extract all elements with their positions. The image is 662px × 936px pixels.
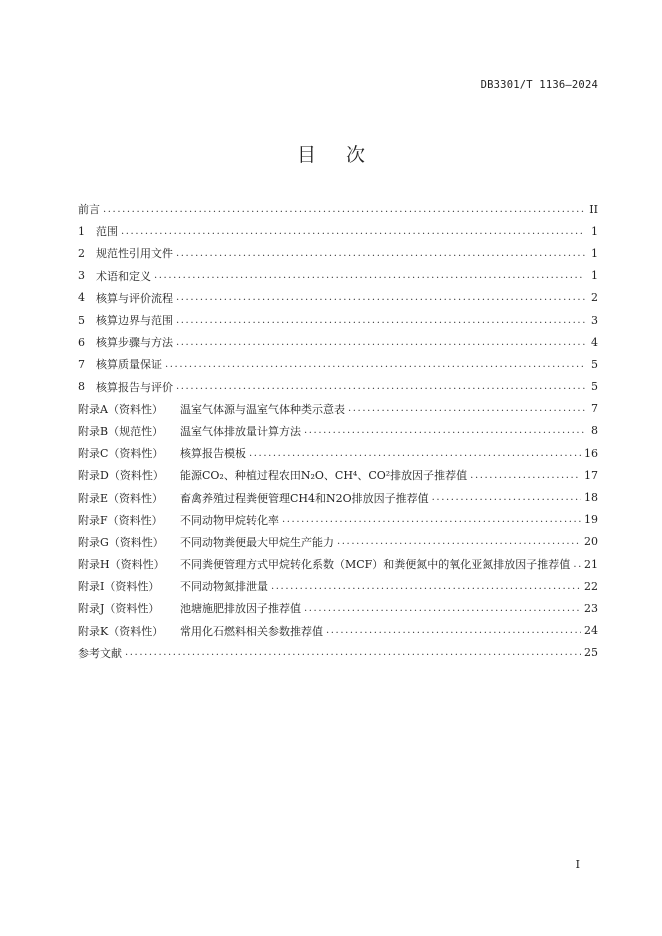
toc-entry[interactable] (78, 464, 598, 486)
toc-leader-dots (432, 492, 581, 503)
toc-entry-page: 19 (584, 513, 598, 527)
toc-entry-label: 术语和定义 (96, 269, 151, 283)
toc-entry-label: 温室气体源与温室气体种类示意表 (180, 402, 345, 416)
toc-leader-dots (271, 581, 581, 592)
toc-entry-label: 范围 (96, 225, 118, 239)
toc-entry[interactable] (78, 265, 598, 287)
toc-leader-dots (176, 337, 585, 348)
toc-leader-dots (304, 425, 585, 436)
toc-entry-page: 2 (591, 291, 598, 305)
toc-entry-page: 22 (584, 579, 598, 593)
toc-entry-label: 不同动物粪便最大甲烷生产能力 (180, 535, 334, 549)
toc-leader-dots (348, 403, 585, 414)
toc-entry-number: 2 (78, 246, 85, 260)
toc-entry-page: 5 (591, 380, 598, 394)
toc-entry-label: 核算步骤与方法 (96, 336, 173, 350)
toc-leader-dots (304, 603, 581, 614)
toc-entry-appendix: 附录H（资料性） (78, 558, 165, 572)
toc-entry-page: 4 (591, 335, 598, 349)
toc-entry[interactable] (78, 442, 598, 464)
toc-entry-appendix: 附录G（资料性） (78, 535, 164, 549)
toc-entry-page: 17 (584, 468, 598, 482)
toc-entry[interactable] (78, 220, 598, 242)
toc-entry-label: 不同动物甲烷转化率 (180, 513, 279, 527)
toc-entry[interactable] (78, 486, 598, 508)
toc-entry-appendix: 附录D（资料性） (78, 469, 164, 483)
toc-entry-appendix: 附录I（资料性） (78, 580, 160, 594)
toc-entry-label: 温室气体排放量计算方法 (180, 424, 301, 438)
toc-entry-appendix: 附录E（资料性） (78, 491, 164, 505)
toc-entry-number: 6 (78, 335, 85, 349)
page-title: 目次 (296, 144, 395, 166)
toc-entry-page: 20 (584, 535, 598, 549)
document-code: DB3301/T 1136—2024 (480, 79, 598, 91)
toc-entry-page: 1 (591, 246, 598, 260)
toc-leader-dots (249, 448, 581, 459)
toc-entry-appendix: 附录B（规范性） (78, 424, 164, 438)
toc-leader-dots (125, 647, 581, 658)
toc-entry-appendix: 附录C（资料性） (78, 447, 164, 461)
toc-entry-label: 池塘施肥排放因子推荐值 (180, 602, 301, 616)
toc-entry[interactable] (78, 509, 598, 531)
toc-entry-label: 规范性引用文件 (96, 247, 173, 261)
toc-entry-page: II (589, 202, 598, 216)
toc-entry-label: 不同粪便管理方式甲烷转化系数（MCF）和粪便氮中的氧化亚氮排放因子推荐值 (180, 558, 571, 572)
toc-entry-label: 畜禽养殖过程粪便管理CH4和N2O排放因子推荐值 (180, 491, 429, 505)
toc-entry-page: 16 (584, 446, 598, 460)
toc-entry-number: 4 (78, 291, 85, 305)
toc-leader-dots (154, 270, 585, 281)
toc-entry[interactable] (78, 642, 598, 664)
toc-entry-page: 1 (591, 224, 598, 238)
toc-leader-dots (103, 204, 585, 215)
toc-entry-label: 核算报告与评价 (96, 380, 173, 394)
toc-entry[interactable] (78, 398, 598, 420)
toc-leader-dots (165, 359, 585, 370)
toc-entry[interactable] (78, 309, 598, 331)
toc-entry-label: 能源CO₂、种植过程农田N₂O、CH⁴、CO²排放因子推荐值 (180, 469, 468, 483)
toc-entry-page: 25 (584, 646, 598, 660)
toc-entry-label: 核算与评价流程 (96, 291, 173, 305)
toc-leader-dots (470, 470, 581, 481)
toc-leader-dots (176, 248, 585, 259)
toc-entry-page: 7 (591, 402, 598, 416)
toc-entry-page: 1 (591, 269, 598, 283)
toc-entry-number: 8 (78, 380, 85, 394)
toc-entry-page: 3 (591, 313, 598, 327)
toc-entry[interactable] (78, 531, 598, 553)
toc-entry-page: 8 (591, 424, 598, 438)
toc-entry-number: 5 (78, 313, 85, 327)
toc-entry-number: 7 (78, 357, 85, 371)
toc-entry-label: 核算报告模板 (180, 447, 246, 461)
toc-leader-dots (337, 536, 581, 547)
toc-entry[interactable] (78, 575, 598, 597)
toc-entry-page: 18 (584, 491, 598, 505)
toc-entry[interactable] (78, 331, 598, 353)
toc-leader-dots (573, 559, 581, 570)
toc-entry-label: 常用化石燃料相关参数推荐值 (180, 624, 323, 638)
toc-leader-dots (176, 381, 585, 392)
toc-entry-label: 前言 (78, 203, 100, 217)
table-of-contents (78, 198, 598, 664)
toc-entry-appendix: 附录J（资料性） (78, 602, 160, 616)
toc-entry[interactable] (78, 353, 598, 375)
toc-entry-appendix: 附录A（资料性） (78, 402, 163, 416)
toc-entry-page: 5 (591, 357, 598, 371)
toc-entry[interactable] (78, 420, 598, 442)
toc-entry[interactable] (78, 597, 598, 619)
toc-leader-dots (176, 315, 585, 326)
toc-entry-appendix: 附录K（资料性） (78, 624, 164, 638)
toc-entry-appendix: 附录F（资料性） (78, 513, 163, 527)
toc-entry[interactable] (78, 376, 598, 398)
toc-entry-label: 核算质量保证 (96, 358, 162, 372)
toc-entry-label: 核算边界与范围 (96, 314, 173, 328)
toc-entry[interactable] (78, 198, 598, 220)
toc-entry[interactable] (78, 287, 598, 309)
toc-entry-page: 23 (584, 601, 598, 615)
toc-entry-label: 不同动物氮排泄量 (180, 580, 268, 594)
toc-entry-number: 1 (78, 224, 85, 238)
toc-entry[interactable] (78, 553, 598, 575)
toc-entry[interactable] (78, 620, 598, 642)
page-number: I (575, 858, 580, 871)
toc-leader-dots (326, 625, 581, 636)
toc-leader-dots (176, 292, 585, 303)
toc-leader-dots (282, 514, 581, 525)
toc-entry-page: 24 (584, 624, 598, 638)
toc-entry-number: 3 (78, 269, 85, 283)
toc-leader-dots (121, 226, 585, 237)
toc-entry-page: 21 (584, 557, 598, 571)
toc-entry-label: 参考文献 (78, 646, 122, 660)
toc-entry[interactable] (78, 242, 598, 264)
